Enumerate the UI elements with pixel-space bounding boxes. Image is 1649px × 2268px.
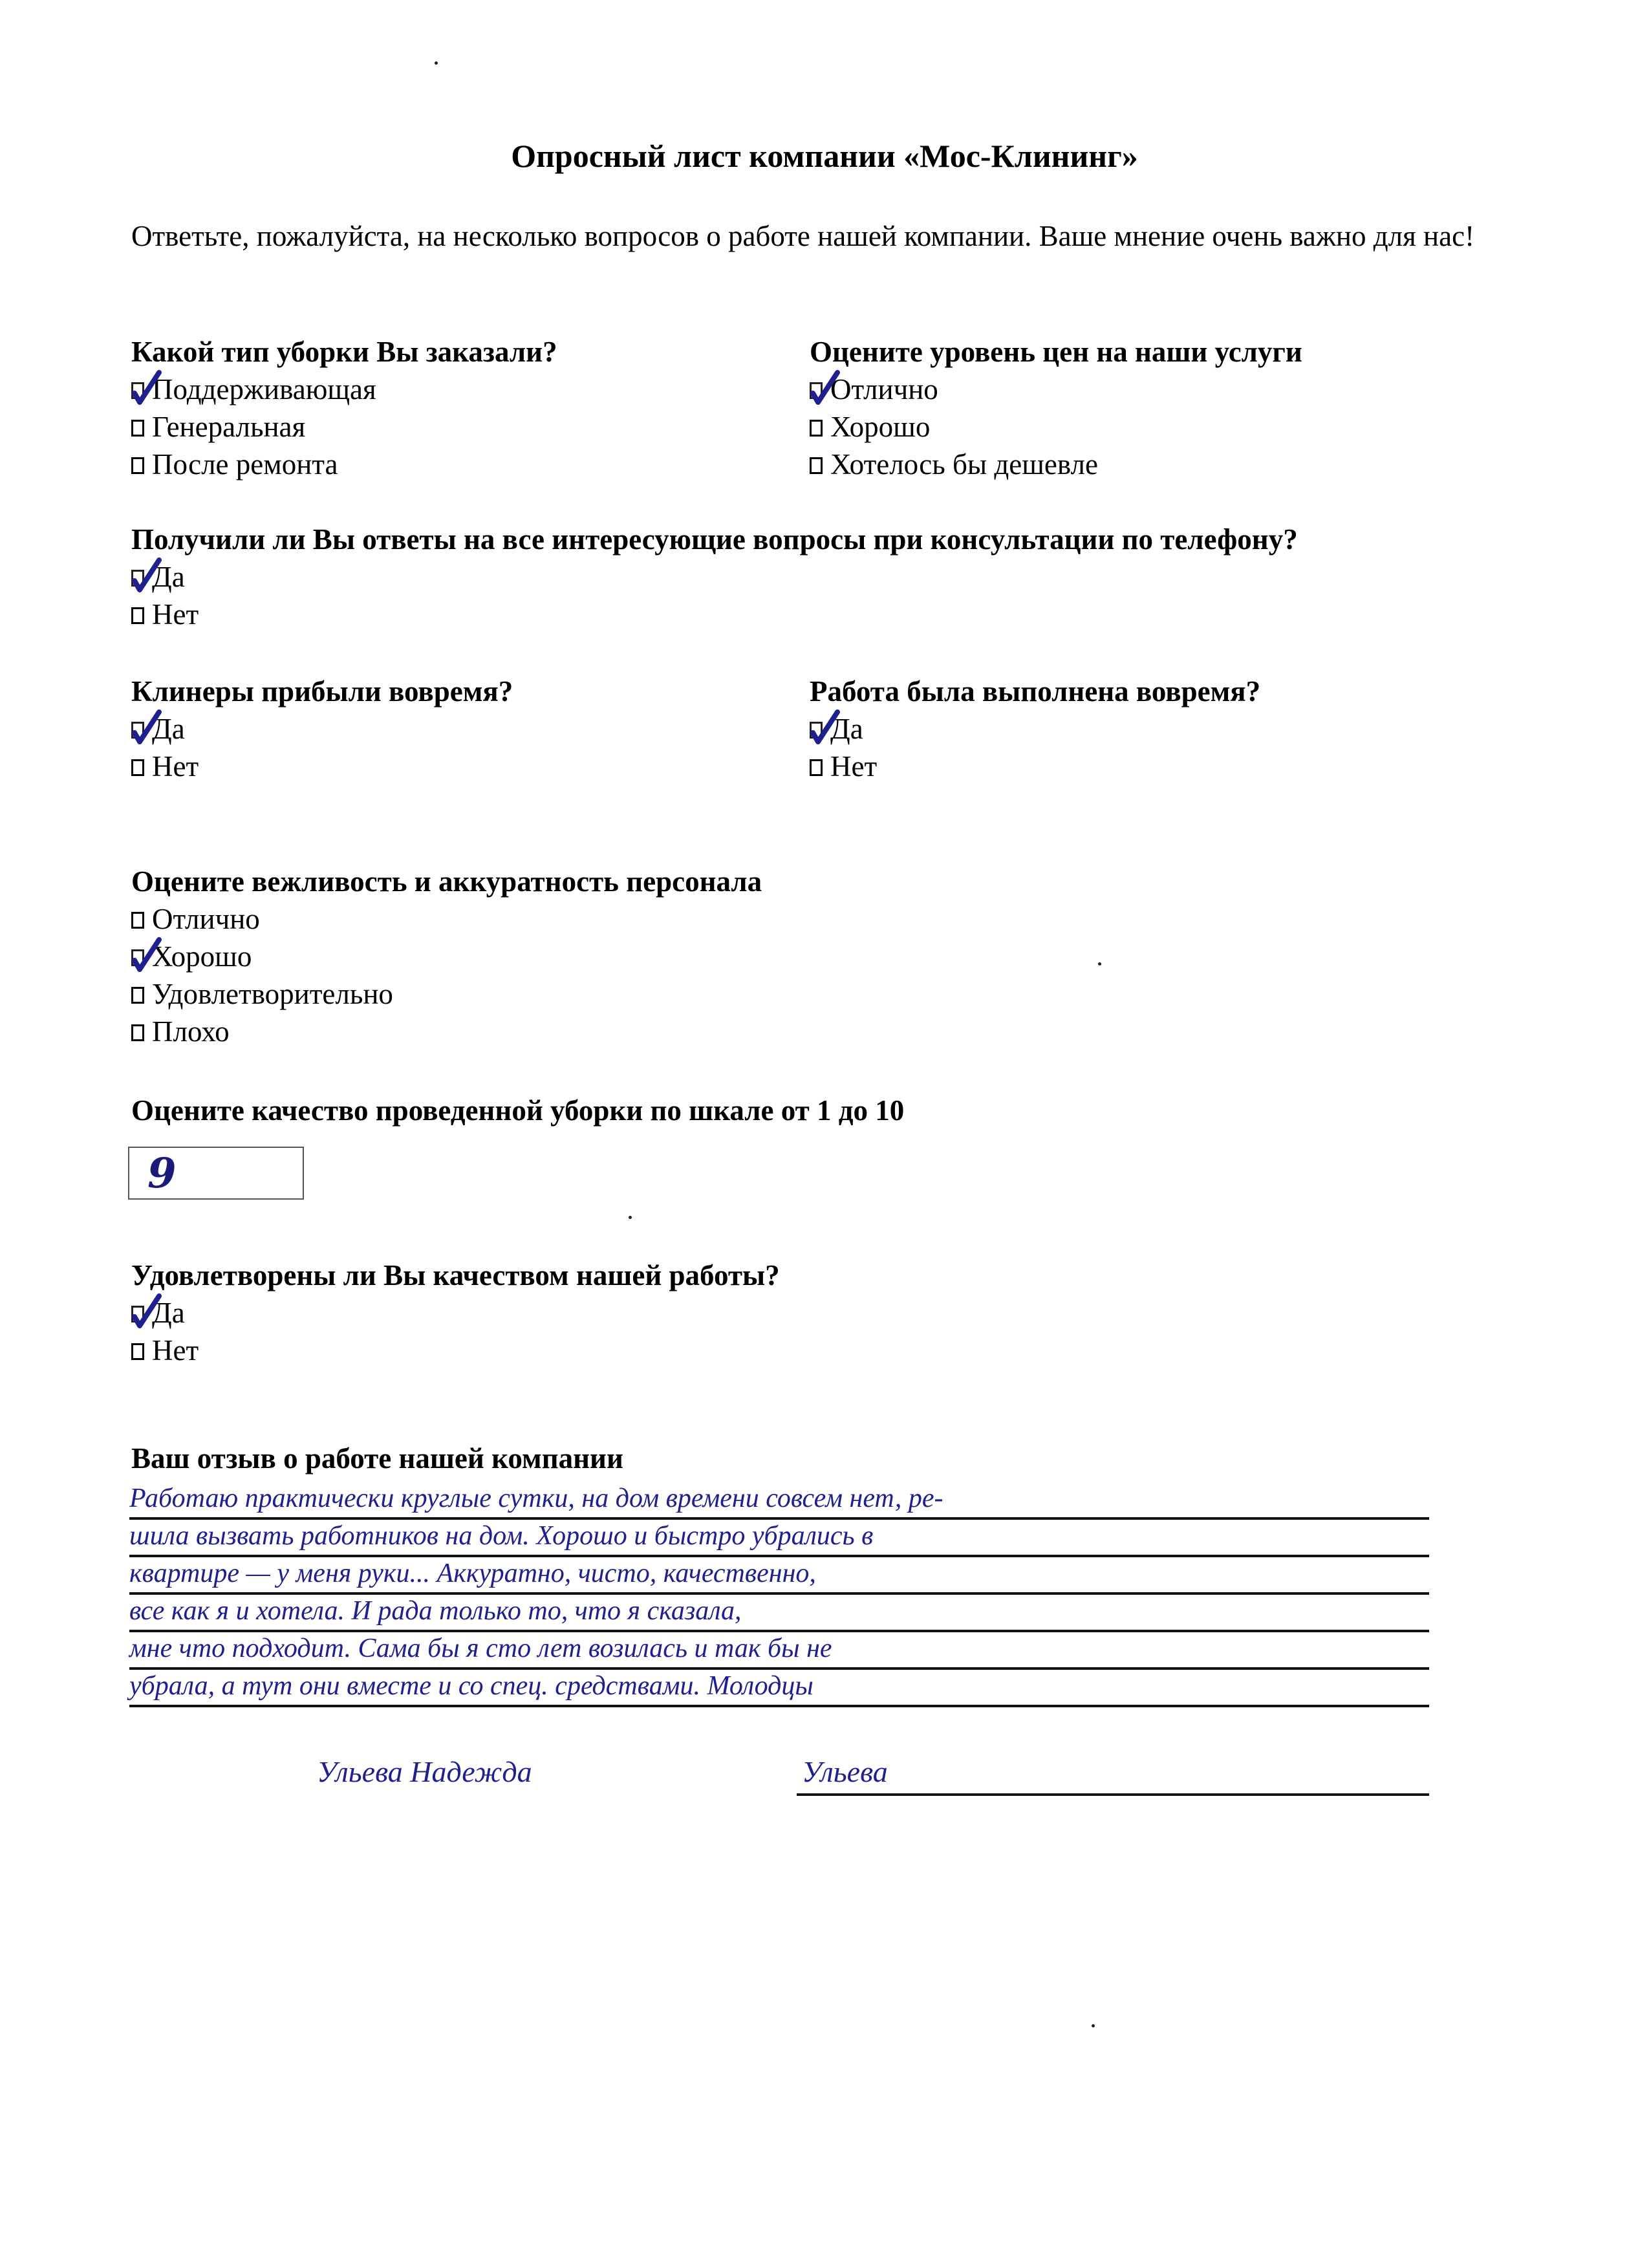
checkmark-icon: [131, 370, 162, 406]
option-arrived_on_time-1[interactable]: [131, 748, 513, 785]
option-politeness-0[interactable]: [131, 900, 762, 938]
option-label: Поддерживающая: [152, 373, 376, 405]
option-group: [131, 371, 557, 483]
review-handwriting: убрала, а тут они вместе и со спец. средствами. Молодцы: [129, 1671, 814, 1701]
question-phone-consultation: [131, 521, 1298, 633]
signature-line: [797, 1793, 1429, 1796]
option-group: [131, 710, 513, 785]
option-price_level-0[interactable]: [810, 371, 1302, 408]
checkbox[interactable]: [131, 1024, 144, 1041]
option-group: [810, 710, 1260, 785]
question-label: Работа была выполнена вовремя?: [810, 675, 1261, 707]
checkbox[interactable]: [810, 759, 823, 776]
review-handwriting: шила вызвать работников на дом. Хорошо и быстро убрались в: [129, 1521, 874, 1551]
option-label: Нет: [152, 1334, 199, 1366]
question-done-on-time: [810, 673, 1260, 785]
checkbox[interactable]: [810, 457, 823, 474]
signature-mark: Ульева: [802, 1755, 888, 1788]
checkmark-icon: [131, 709, 162, 746]
option-label: Удовлетворительно: [152, 978, 393, 1010]
option-cleaning_type-1[interactable]: [131, 408, 557, 446]
option-arrived_on_time-0[interactable]: [131, 710, 513, 748]
checkbox[interactable]: [131, 420, 144, 437]
option-label: Да: [152, 1297, 185, 1329]
checkbox[interactable]: [131, 987, 144, 1004]
question-label: Удовлетворены ли Вы качеством нашей работы?: [131, 1259, 780, 1291]
option-politeness-2[interactable]: [131, 975, 762, 1013]
option-price_level-2[interactable]: [810, 446, 1302, 483]
option-group: [131, 558, 1298, 633]
checkbox[interactable]: [131, 1343, 144, 1360]
option-satisfied-0[interactable]: [131, 1294, 780, 1332]
option-label: Отлично: [830, 373, 938, 405]
option-label: Генеральная: [152, 411, 306, 443]
option-price_level-1[interactable]: [810, 408, 1302, 446]
scan-speck: [435, 61, 438, 65]
checkbox[interactable]: [131, 759, 144, 776]
option-phone_consultation-1[interactable]: [131, 596, 1298, 633]
review-line: [129, 1557, 1429, 1595]
review-line: [129, 1670, 1429, 1707]
option-politeness-1[interactable]: [131, 938, 762, 975]
checkmark-icon: [131, 937, 162, 973]
scan-speck: [1092, 2024, 1095, 2027]
option-group: [131, 900, 762, 1050]
option-label: Плохо: [152, 1015, 230, 1048]
review-handwriting: Работаю практически круглые сутки, на дом времени совсем нет, ре-: [129, 1484, 943, 1513]
option-label: Хорошо: [830, 411, 931, 443]
question-label: Оцените вежливость и аккуратность персонала: [131, 865, 762, 898]
question-arrived-on-time: [131, 673, 513, 785]
checkmark-icon: [809, 709, 840, 746]
option-label: Нет: [152, 598, 199, 631]
option-satisfied-1[interactable]: [131, 1332, 780, 1369]
scan-speck: [629, 1216, 632, 1219]
question-price-level: [810, 333, 1302, 483]
checkbox[interactable]: [810, 420, 823, 437]
review-field[interactable]: [129, 1482, 1429, 1707]
review-handwriting: квартире — у меня руки... Аккуратно, чисто, качественно,: [129, 1559, 816, 1588]
option-done_on_time-0[interactable]: [810, 710, 1260, 748]
question-quality-score-label: Оцените качество проведенной уборки по шкале от 1 до 10: [131, 1094, 905, 1127]
option-label: Нет: [152, 750, 199, 783]
signature-name: Ульева Надежда: [317, 1755, 532, 1788]
scan-speck: [1098, 962, 1101, 966]
question-label: Получили ли Вы ответы на все интересующие вопросы при консультации по телефону?: [131, 523, 1298, 556]
intro-text: Ответьте, пожалуйста, на несколько вопросов о работе нашей компании. Ваше мнение очень важно для нас!: [131, 220, 1475, 252]
option-cleaning_type-0[interactable]: [131, 371, 557, 408]
review-line: [129, 1595, 1429, 1632]
option-phone_consultation-0[interactable]: [131, 558, 1298, 596]
ruled-line: [129, 1705, 1429, 1707]
review-handwriting: все как я и хотела. И рада только то, что я сказала,: [129, 1596, 742, 1626]
quality-score-value: 9: [147, 1149, 177, 1198]
option-label: Да: [830, 713, 863, 745]
option-politeness-3[interactable]: [131, 1013, 762, 1050]
checkbox-checked[interactable]: [131, 382, 144, 399]
option-label: Хотелось бы дешевле: [830, 448, 1098, 481]
option-done_on_time-1[interactable]: [810, 748, 1260, 785]
review-line: [129, 1482, 1429, 1520]
checkbox-checked[interactable]: [810, 382, 823, 399]
checkbox-checked[interactable]: [131, 722, 144, 739]
question-politeness: [131, 863, 762, 1050]
checkbox-checked[interactable]: [810, 722, 823, 739]
question-satisfied: [131, 1257, 780, 1369]
option-label: Да: [152, 561, 185, 593]
checkbox[interactable]: [131, 607, 144, 624]
checkbox[interactable]: [131, 912, 144, 929]
checkbox-checked[interactable]: [131, 1306, 144, 1323]
option-label: Да: [152, 713, 185, 745]
checkbox[interactable]: [131, 457, 144, 474]
review-line: [129, 1632, 1429, 1670]
question-label: Оцените уровень цен на наши услуги: [810, 336, 1302, 368]
option-label: Хорошо: [152, 940, 252, 973]
review-handwriting: мне что подходит. Сама бы я сто лет возилась и так бы не: [129, 1634, 832, 1663]
option-cleaning_type-2[interactable]: [131, 446, 557, 483]
option-label: Отлично: [152, 903, 260, 935]
review-label: Ваш отзыв о работе нашей компании: [131, 1442, 623, 1474]
option-group: [810, 371, 1302, 483]
checkbox-checked[interactable]: [131, 570, 144, 587]
checkmark-icon: [131, 557, 162, 594]
question-cleaning-type: [131, 333, 557, 483]
question-label: Какой тип уборки Вы заказали?: [131, 336, 557, 368]
question-label: Клинеры прибыли вовремя?: [131, 675, 513, 707]
form-title: Опросный лист компании «Мос-Клининг»: [511, 138, 1138, 174]
checkbox-checked[interactable]: [131, 949, 144, 966]
option-label: После ремонта: [152, 448, 338, 481]
option-label: Нет: [830, 750, 878, 783]
review-line: [129, 1520, 1429, 1557]
checkmark-icon: [131, 1293, 162, 1330]
option-group: [131, 1294, 780, 1369]
checkmark-icon: [809, 370, 840, 406]
